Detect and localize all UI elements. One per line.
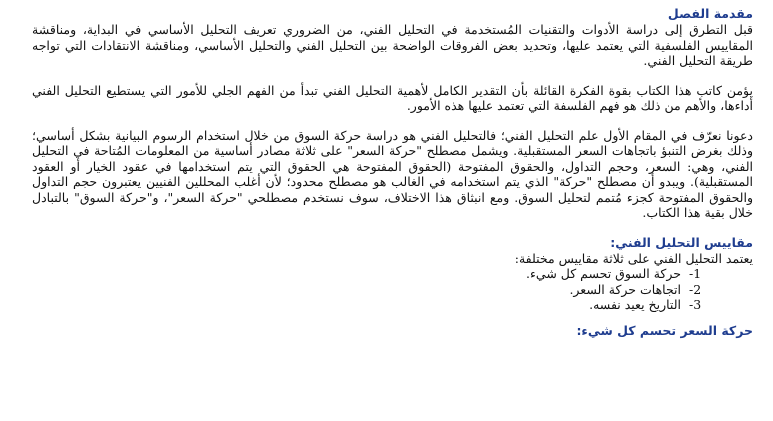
measures-list <box>32 266 753 313</box>
list-item-text: اتجاهات حركة السعر. <box>569 281 681 297</box>
intro-paragraph-2: يؤمن كاتب هذا الكتاب بقوة الفكرة القائلة بأن التقدير الكامل لأهمية التحليل الفني تبدأ من الفهم الجلي للأمور التي يستطيع التحليل الفني أداءها، والأهم من ذلك هو فهم الفلسفة التي تعتمد عليها هذه الأمور. <box>32 82 753 113</box>
list-item-number: -3 <box>689 297 702 312</box>
list-item <box>32 297 713 313</box>
intro-paragraph-3: دعونا نعرّف في المقام الأول علم التحليل الفني؛ فالتحليل الفني هو دراسة حركة السوق من خلال استخدام الرسوم البيانية بشكل أساسي؛ وذلك بغرض التنبؤ باتجاهات السعر المستقبلية. ويشمل مصطلح "حركة السعر" على ثلاثة مصادر أساسية من المعلومات المُتاحة في التحليل الفني، وهي: السعر، وحجم التداول، والحقوق المفتوحة (الحقوق المفتوحة هي الحقوق التي يتم استخدامها في عقود الخيار أو العقود المستقبلية). ويبدو أن مصطلح "حركة" الذي يتم استخدامه في الغالب هو مصطلح محدود؛ لأن أغلب المحللين الفنيين يعتبرون حجم التداول والحقوق المفتوحة كجزء مُتمم لتحليل السوق. ومع انبثاق هذا الاختلاف، سوف نستخدم مصطلحي "حركة السعر"، و"حركة السوق" بالتبادل خلال بقية هذا الكتاب. <box>32 127 753 220</box>
intro-heading: مقدمة الفصل <box>667 6 753 21</box>
list-item <box>32 266 713 282</box>
list-item-text: التاريخ يعيد نفسه. <box>589 297 681 312</box>
measures-lead: يعتمد التحليل الفني على ثلاثة مقاييس مختلفة: <box>514 250 753 266</box>
price-action-heading: حركة السعر تحسم كل شيء: <box>576 322 753 338</box>
list-item-number: -2 <box>689 281 702 297</box>
list-item-number: -1 <box>689 266 702 281</box>
intro-paragraph-1: قبل التطرق إلى دراسة الأدوات والتقنيات المُستخدمة في التحليل الفني، من الضروري تعريف التحليل الأساسي في البداية، ومناقشة المقاييس الفلسفية التي يعتمد عليها، وتحديد بعض الفروقات الواضحة بين التحليل الفني والتحليل الأساسي، ومناقشة الانتقادات التي تواجه طريقة التحليل الفني. <box>32 22 753 68</box>
list-item-text: حركة السوق تحسم كل شيء. <box>526 266 681 281</box>
measures-heading: مقاييس التحليل الفني: <box>610 234 753 250</box>
list-item <box>32 282 713 298</box>
